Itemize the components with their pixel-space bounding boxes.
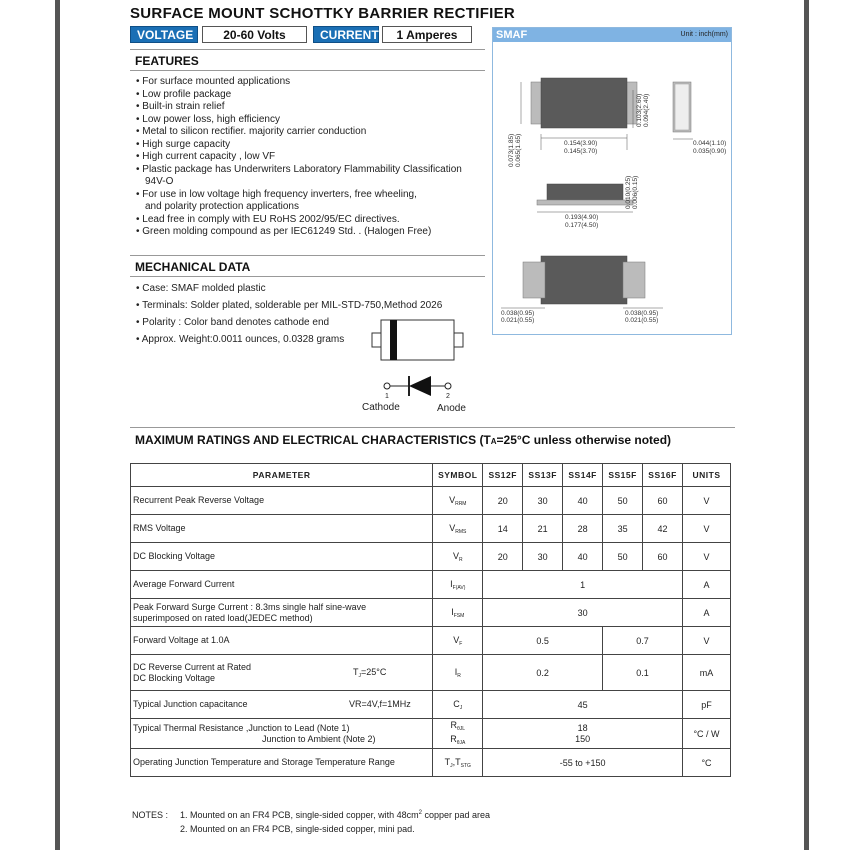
condition-text: VR=4V,f=1MHz [349, 699, 411, 709]
symbol-cell [433, 655, 483, 691]
note-1-sup: 2 [418, 810, 422, 816]
symbol-text: V [449, 494, 456, 505]
value-cell: 0.7 [603, 627, 683, 655]
current-value: 1 Amperes [382, 26, 472, 43]
list-item: • Polarity : Color band denotes cathode end [136, 317, 330, 328]
parameter-line: DC Reverse Current at Rated [133, 661, 252, 672]
right-page-border [804, 0, 809, 850]
value-cell: 60 [643, 487, 683, 515]
symbol-cell [433, 599, 483, 627]
table-row [131, 655, 731, 691]
value-cell: 20 [483, 487, 523, 515]
symbol-line [435, 720, 480, 734]
list-item: • High current capacity , low VF [136, 151, 276, 162]
list-item: • Approx. Weight:0.0011 ounces, 0.0328 grams [136, 334, 345, 345]
parameter-cell: Operating Junction Temperature and Storage Temperature Range [131, 749, 433, 777]
value-cell: 30 [523, 543, 563, 571]
parameter-line: Typical Junction capacitance [133, 699, 248, 709]
symbol-cell [433, 487, 483, 515]
document-title: SURFACE MOUNT SCHOTTKY BARRIER RECTIFIER [130, 5, 516, 22]
list-item: • Low profile package [136, 88, 232, 100]
table-row [131, 571, 731, 599]
symbol-sub: R [457, 672, 461, 679]
column-header: SS16F [643, 464, 683, 487]
note-1-text: 1. Mounted on an FR4 PCB, single-sided copper, with 48cm [180, 810, 419, 820]
notes-label: NOTES : [132, 810, 169, 820]
unit-cell: V [683, 515, 731, 543]
unit-cell: A [683, 571, 731, 599]
value-cell: 0.1 [603, 655, 683, 691]
symbol-cell [433, 571, 483, 599]
symbol-text: R [450, 719, 457, 730]
features-list [136, 76, 462, 239]
value-line: 18 [577, 722, 588, 733]
ratings-heading [135, 433, 671, 447]
dim-label: 0.177(4.50) [565, 222, 599, 229]
list-item: • Lead free in comply with EU RoHS 2002/95/EC directives. [136, 213, 400, 225]
symbol-text: T [444, 756, 451, 767]
symbol-text: ,T [452, 756, 461, 767]
list-item: • Case: SMAF molded plastic [136, 283, 266, 294]
symbol-cell [433, 749, 483, 777]
unit-cell: V [683, 487, 731, 515]
symbol-text: C [453, 698, 460, 709]
parameter-cell: Recurrent Peak Reverse Voltage [131, 487, 433, 515]
note-1 [132, 806, 490, 822]
value-cell: 28 [563, 515, 603, 543]
table-header-row [131, 464, 731, 487]
dim-label: 0.044(1.10) [693, 140, 727, 147]
dim-label: 0.035(0.90) [693, 148, 727, 155]
list-item: • Metal to silicon rectifier. majority carrier conduction [136, 126, 367, 137]
dim-label: 0.021(0.55) [501, 317, 535, 324]
table-row [131, 487, 731, 515]
dim-label: 0.073(1.85) [508, 133, 515, 167]
symbol-sub: F [459, 640, 463, 647]
table-row [131, 543, 731, 571]
list-item: • For surface mounted applications [136, 76, 291, 87]
parameter-cell: Forward Voltage at 1.0A [131, 627, 433, 655]
parameter-cell [131, 719, 433, 749]
package-dimension-panel [492, 27, 732, 335]
value-cell: 21 [523, 515, 563, 543]
dim-label: 0.038(0.95) [501, 310, 535, 317]
unit-cell: V [683, 543, 731, 571]
list-item: • Built-in strain relief [136, 101, 225, 112]
value-cell: 40 [563, 487, 603, 515]
list-item: • Terminals: Solder plated, solderable per MIL-STD-750,Method 2026 [136, 300, 443, 311]
dim-label: 0.006(0.15) [632, 175, 639, 209]
dim-label: 0.103(2.60) [636, 93, 643, 127]
symbol-sub: θJL [456, 725, 466, 732]
notes-block [132, 806, 490, 836]
value-cell: 0.5 [483, 627, 603, 655]
condition-value: =25°C [361, 667, 387, 677]
list-item: • Low power loss, high efficiency [136, 113, 280, 125]
value-cell: 0.2 [483, 655, 603, 691]
symbol-sub: R [458, 556, 463, 563]
value-cell: 50 [603, 543, 643, 571]
symbol-sub: RMS [455, 528, 467, 535]
cathode-label: Cathode [362, 402, 400, 413]
table-row [131, 599, 731, 627]
list-item: • For use in low voltage high frequency inverters, free wheeling, [136, 188, 417, 200]
package-dimension-drawing [493, 42, 731, 334]
condition-sub: J [358, 673, 361, 679]
value-cell: 20 [483, 543, 523, 571]
list-item: • High surge capacity [136, 138, 231, 150]
list-item: • Green molding compound as per IEC61249 Std. . (Halogen Free) [136, 226, 432, 237]
unit-cell: °C / W [683, 719, 731, 749]
table-row [131, 691, 731, 719]
parameter-line: DC Blocking Voltage [133, 672, 216, 683]
symbol-sub: STG [460, 762, 471, 769]
condition-symbol: T [353, 667, 359, 677]
dim-label: 0.193(4.90) [565, 214, 599, 221]
value-cell: 35 [603, 515, 643, 543]
table-row [131, 719, 731, 749]
symbol-text: I [450, 578, 453, 589]
ratings-heading-sub: A [490, 437, 497, 446]
symbol-sub: RRM [455, 500, 467, 507]
value-cell: 1 [483, 571, 683, 599]
parameter-line: Peak Forward Surge Current : 8.3ms single half sine-wave [133, 601, 367, 612]
parameter-cell: Average Forward Current [131, 571, 433, 599]
unit-cell: A [683, 599, 731, 627]
symbol-cell [433, 543, 483, 571]
symbol-line [435, 734, 480, 748]
dim-label: 0.010(0.25) [625, 175, 632, 209]
value-cell: 50 [603, 487, 643, 515]
column-header: SS15F [603, 464, 643, 487]
package-header [493, 28, 731, 42]
table-row [131, 627, 731, 655]
column-header: SYMBOL [433, 464, 483, 487]
value-cell [483, 719, 683, 749]
value-cell: 14 [483, 515, 523, 543]
unit-cell: pF [683, 691, 731, 719]
symbol-text: V [453, 634, 460, 645]
parameter-cell: DC Blocking Voltage [131, 543, 433, 571]
value-cell: 30 [523, 487, 563, 515]
parameter-cell: RMS Voltage [131, 515, 433, 543]
current-label: CURRENT [313, 26, 379, 43]
symbol-cell [433, 719, 483, 749]
unit-cell: V [683, 627, 731, 655]
dim-label: 0.038(0.95) [625, 310, 659, 317]
package-name: SMAF [496, 29, 528, 41]
symbol-cell [433, 627, 483, 655]
symbol-sub: J [459, 704, 463, 711]
column-header: SS12F [483, 464, 523, 487]
dim-label: 0.154(3.90) [564, 140, 598, 147]
value-cell: 30 [483, 599, 683, 627]
symbol-text: V [449, 522, 456, 533]
voltage-label: VOLTAGE [130, 26, 198, 43]
parameter-line: Typical Thermal Resistance ,Junction to Lead (Note 1) [133, 722, 350, 733]
column-header: UNITS [683, 464, 731, 487]
parameter-line: superimposed on rated load(JEDEC method) [133, 612, 313, 623]
value-cell: 42 [643, 515, 683, 543]
unit-note: Unit : inch(mm) [680, 31, 728, 38]
symbol-sub: F(AV) [452, 584, 466, 591]
table-row [131, 749, 731, 777]
ratings-heading-text: MAXIMUM RATINGS AND ELECTRICAL CHARACTERISTICS (T [135, 433, 491, 447]
column-header: SS13F [523, 464, 563, 487]
column-header: SS14F [563, 464, 603, 487]
symbol-text: I [451, 606, 454, 617]
anode-label: Anode [437, 403, 466, 414]
ratings-heading-end: =25°C unless otherwise noted) [496, 433, 672, 447]
voltage-value: 20-60 Volts [202, 26, 307, 43]
symbol-text: R [450, 733, 457, 744]
symbol-sub: θJA [456, 739, 466, 746]
parameter-cell [131, 599, 433, 627]
list-item: • Plastic package has Underwriters Laboratory Flammability Classification [136, 163, 462, 175]
symbol-sub: FSM [453, 612, 465, 619]
ratings-table [130, 463, 731, 777]
column-header: PARAMETER [131, 464, 433, 487]
value-cell: -55 to +150 [483, 749, 683, 777]
list-item: 94V-O [145, 176, 174, 187]
pin-1-label: 1 [385, 393, 389, 400]
note-2: 2. Mounted on an FR4 PCB, single-sided copper, mini pad. [180, 824, 415, 834]
dim-label: 0.021(0.55) [625, 317, 659, 324]
symbol-cell [433, 515, 483, 543]
value-cell: 45 [483, 691, 683, 719]
list-item: and polarity protection applications [145, 201, 299, 212]
note-1-end: copper pad area [421, 810, 491, 820]
parameter-line: Junction to Ambient (Note 2) [262, 733, 376, 744]
table-row [131, 515, 731, 543]
value-cell: 40 [563, 543, 603, 571]
device-outline-drawing [370, 316, 465, 362]
dim-label: 0.065(1.65) [515, 133, 522, 167]
symbol-text: I [454, 666, 458, 677]
unit-cell: °C [683, 749, 731, 777]
mechanical-heading: MECHANICAL DATA [135, 260, 251, 274]
dim-label: 0.094(2.40) [643, 93, 650, 127]
value-cell: 60 [643, 543, 683, 571]
symbol-sub: J [450, 762, 453, 769]
symbol-cell [433, 691, 483, 719]
left-page-border [55, 0, 60, 850]
dim-label: 0.145(3.70) [564, 148, 598, 155]
pin-2-label: 2 [446, 393, 450, 400]
parameter-cell [131, 655, 433, 691]
condition-text [353, 667, 386, 682]
value-line: 150 [575, 733, 591, 744]
parameter-cell [131, 691, 433, 719]
symbol-text: V [452, 550, 459, 561]
unit-cell: mA [683, 655, 731, 691]
features-heading: FEATURES [135, 54, 199, 68]
